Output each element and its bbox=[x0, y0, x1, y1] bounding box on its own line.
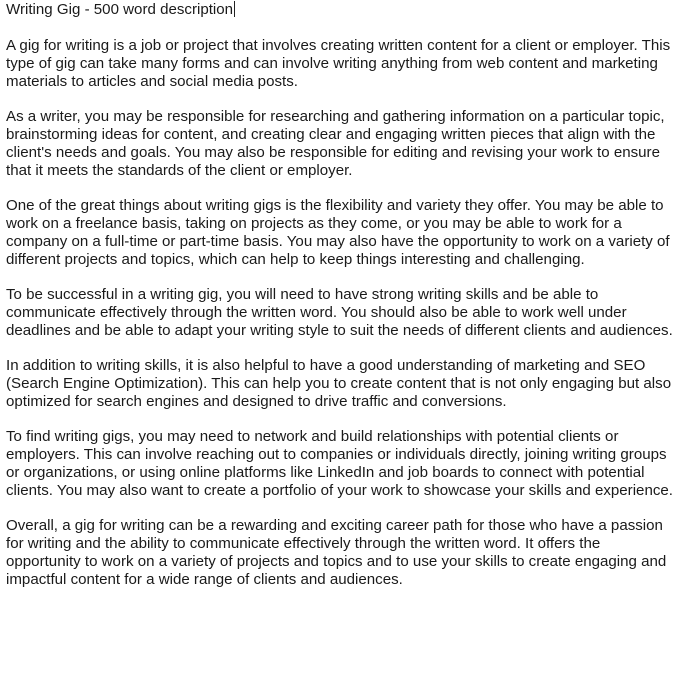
document-body[interactable] bbox=[6, 0, 674, 589]
paragraph-2[interactable]: As a writer, you may be responsible for researching and gathering information on a particular topic, brainstorming ideas for content, and creating clear and engaging written pieces that align with the client's needs and goals. You may also be responsible for editing and revising your work to ensure that it meets the standards of the client or employer. bbox=[6, 108, 665, 179]
paragraph-4[interactable]: To be successful in a writing gig, you will need to have strong writing skills and be able to communicate effectively through the written word. You should also be able to work well under deadlines and be able to adapt your writing style to suit the needs of different clients and audiences. bbox=[6, 286, 673, 339]
text-cursor bbox=[234, 1, 235, 17]
paragraph-3[interactable]: One of the great things about writing gigs is the flexibility and variety they offer. You may be able to work on a freelance basis, taking on projects as they come, or you may be able to work for a company on a full-time or part-time basis. You may also have the opportunity to work on a variety of different projects and topics, which can help to keep things interesting and challenging. bbox=[6, 197, 670, 268]
paragraph-6[interactable]: To find writing gigs, you may need to network and build relationships with potential clients or employers. This can involve reaching out to companies or individuals directly, joining writing groups or organizations, or using online platforms like LinkedIn and job boards to connect with potential clients. You may also want to create a portfolio of your work to showcase your skills and experience. bbox=[6, 428, 673, 499]
document-title[interactable]: Writing Gig - 500 word description bbox=[6, 1, 234, 18]
title-row bbox=[6, 0, 674, 20]
paragraph-1[interactable]: A gig for writing is a job or project that involves creating written content for a client or employer. This type of gig can take many forms and can involve writing anything from web content and marketing materials to articles and social media posts. bbox=[6, 37, 671, 90]
paragraph-5[interactable]: In addition to writing skills, it is also helpful to have a good understanding of marketing and SEO (Search Engine Optimization). This can help you to create content that is not only engaging but also optimized for search engines and designed to drive traffic and conversions. bbox=[6, 357, 672, 410]
paragraph-7[interactable]: Overall, a gig for writing can be a rewarding and exciting career path for those who have a passion for writing and the ability to communicate effectively through the written word. It offers the opportunity to work on a variety of projects and topics and to use your skills to create engaging and impactful content for a wide range of clients and audiences. bbox=[6, 517, 667, 588]
